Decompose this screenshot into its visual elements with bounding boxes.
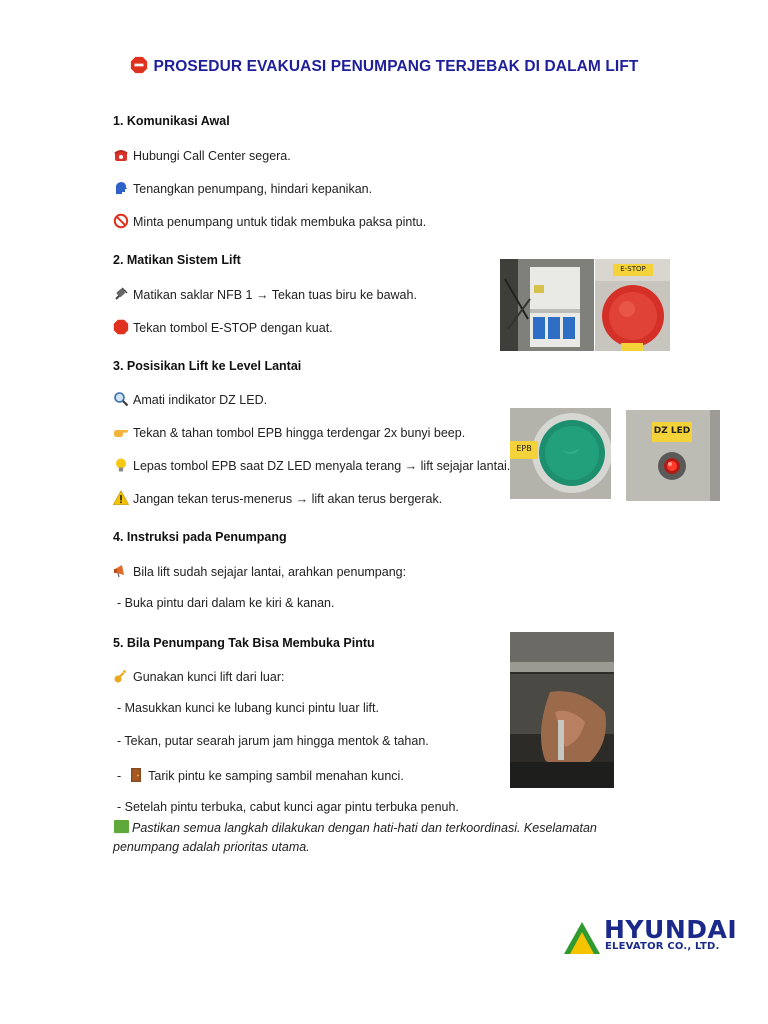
pointing-hand-icon <box>113 424 129 440</box>
green-square-icon <box>113 819 130 834</box>
prohibited-icon <box>113 213 129 229</box>
telephone-icon <box>113 147 129 163</box>
epb-button-photo <box>510 408 611 499</box>
light-bulb-icon <box>113 457 129 473</box>
page-title: PROSEDUR EVAKUASI PENUMPANG TERJEBAK DI DALAM LIFT <box>0 56 768 76</box>
company-logo <box>564 915 738 958</box>
list-item: Gunakan kunci lift dari luar: <box>113 668 284 684</box>
warning-icon <box>113 490 129 506</box>
list-item: - Tekan, putar searah jarum jam hingga mentok & tahan. <box>117 734 429 748</box>
list-item: Bila lift sudah sejajar lantai, arahkan penumpang: <box>113 563 406 579</box>
epb-label: EPB <box>516 444 532 453</box>
plug-icon <box>113 286 129 302</box>
list-item: - Buka pintu dari dalam ke kiri & kanan. <box>117 596 335 610</box>
list-item: Tekan tombol E-STOP dengan kuat. <box>113 319 333 335</box>
key-icon <box>113 668 129 684</box>
section-heading-5: 5. Bila Penumpang Tak Bisa Membuka Pintu <box>113 636 375 650</box>
section-heading-1: 1. Komunikasi Awal <box>113 114 230 128</box>
stop-sign-icon <box>113 319 129 335</box>
stop-sign-icon <box>130 56 148 74</box>
section-heading-2: 2. Matikan Sistem Lift <box>113 253 241 267</box>
closing-note: Pastikan semua langkah dilakukan dengan hati-hati dan terkoordinasi. Keselamatan penumpang adalah prioritas utama. <box>113 821 597 854</box>
list-item: - Tarik pintu ke samping sambil menahan kunci. <box>117 769 404 783</box>
section-heading-4: 4. Instruksi pada Penumpang <box>113 530 287 544</box>
door-key-photo <box>510 632 614 788</box>
logo-subtitle: ELEVATOR CO., LTD. <box>605 941 720 952</box>
door-icon <box>128 767 144 783</box>
list-item: - Masukkan kunci ke lubang kunci pintu luar lift. <box>117 701 379 715</box>
logo-name: HYUNDAI <box>604 915 738 944</box>
megaphone-icon <box>113 563 129 579</box>
nfb-breaker-photo <box>500 259 594 351</box>
list-item: Tenangkan penumpang, hindari kepanikan. <box>113 180 372 196</box>
list-item: Hubungi Call Center segera. <box>113 147 291 163</box>
list-item: Lepas tombol EPB saat DZ LED menyala terang → lift sejajar lantai. <box>113 457 510 473</box>
hyundai-triangle-logo <box>564 922 600 956</box>
list-item: - Setelah pintu terbuka, cabut kunci agar pintu terbuka penuh. <box>117 800 459 814</box>
list-item: Matikan saklar NFB 1 → Tekan tuas biru ke bawah. <box>113 286 417 302</box>
section-heading-3: 3. Posisikan Lift ke Level Lantai <box>113 359 302 373</box>
speaking-head-icon <box>113 180 129 196</box>
list-item: Jangan tekan terus-menerus → lift akan terus bergerak. <box>113 490 442 506</box>
estop-button-photo <box>595 259 670 351</box>
list-item: Minta penumpang untuk tidak membuka paksa pintu. <box>113 213 426 229</box>
dz-led-label: DZ LED <box>653 426 691 436</box>
estop-label: E-STOP <box>620 265 646 273</box>
list-item: Tekan & tahan tombol EPB hingga terdengar 2x bunyi beep. <box>113 424 465 440</box>
dz-led-photo <box>626 410 720 501</box>
list-item: Amati indikator DZ LED. <box>113 391 267 407</box>
magnifier-icon <box>113 391 129 407</box>
